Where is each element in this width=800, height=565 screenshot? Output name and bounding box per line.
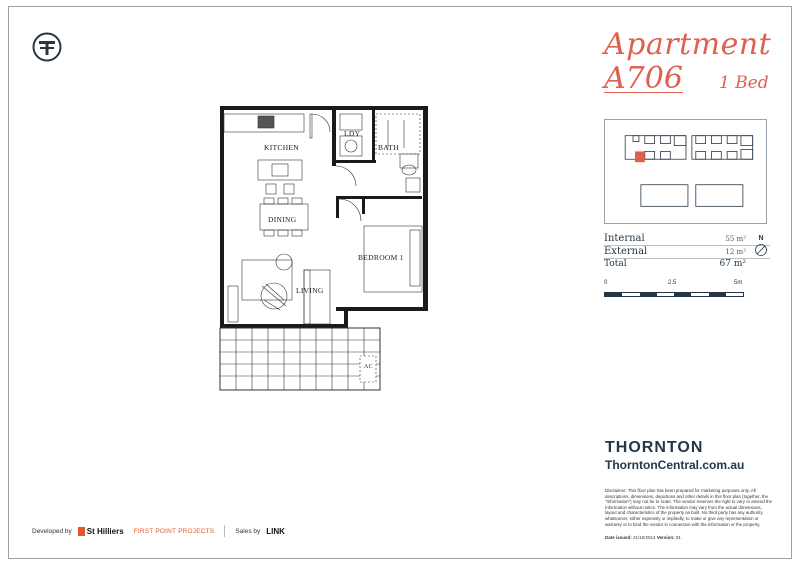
bedroom-count: 1 Bed [718, 73, 769, 93]
first-point-logo: FIRST POINT PROJECTS [133, 527, 215, 535]
scale-label-end: 5m [734, 280, 743, 286]
floor-plan [200, 100, 440, 400]
title-apartment-label: Apartment [604, 27, 772, 62]
link-logo: LINK [266, 526, 285, 536]
st-hilliers-icon [78, 527, 85, 536]
area-row-total: Total 67 m² [604, 259, 746, 269]
thornton-url[interactable]: ThorntonCentral.com.au [605, 458, 745, 472]
key-plan [604, 119, 767, 224]
scale-label-0: 0 [604, 280, 608, 286]
room-label-kitchen: KITCHEN [264, 143, 300, 152]
room-label-ldy: LDY [344, 129, 361, 138]
thornton-logo-icon [32, 32, 62, 62]
version-number: 01 [675, 535, 681, 540]
st-hilliers-logo: St Hilliers [78, 527, 124, 536]
thornton-name: THORNTON [605, 439, 704, 456]
room-label-ac: AC [364, 364, 373, 370]
room-label-dining: DINING [268, 215, 297, 224]
disclaimer-text: Disclaimer: This floor plan has been prepared for marketing purposes only. All descriptions, dimensions, depictions and other details in this floor plan (together, the "Information") may not be to scale. The vendor reserves the right to vary or amend the Information without notice. The information may vary from the actual dimensions, layout and characteristics of the property as built. No third party has any authority whatsoever, either expressly or impliedly, to make or give any representation or warranty or to bind the vendor in connection with the information or the property. [605, 488, 773, 527]
sales-by-label: Sales by [235, 527, 261, 535]
document-meta: Date issued: 21/10/2014 Version: 01 [605, 535, 681, 540]
area-row-external: External 12 m² [604, 246, 770, 259]
footer [32, 524, 285, 538]
area-row-internal: Internal 55 m² [604, 233, 770, 246]
issue-date: 21/10/2014 [633, 535, 656, 540]
apartment-number: A706 [604, 61, 683, 96]
north-arrow-icon [754, 233, 768, 259]
area-schedule [604, 233, 770, 272]
scale-bar [604, 280, 744, 297]
apartment-title [604, 28, 771, 100]
footer-divider [224, 525, 225, 537]
north-label: N [758, 235, 764, 242]
room-label-living: LIVING [296, 286, 324, 295]
room-label-bedroom: BEDROOM 1 [358, 253, 404, 262]
room-label-bath: BATH [378, 143, 399, 152]
developed-by-label: Developed by [32, 527, 72, 535]
keyplan-highlight [635, 151, 645, 162]
scale-label-mid: 2.5 [668, 280, 677, 286]
thornton-brand [605, 439, 744, 472]
